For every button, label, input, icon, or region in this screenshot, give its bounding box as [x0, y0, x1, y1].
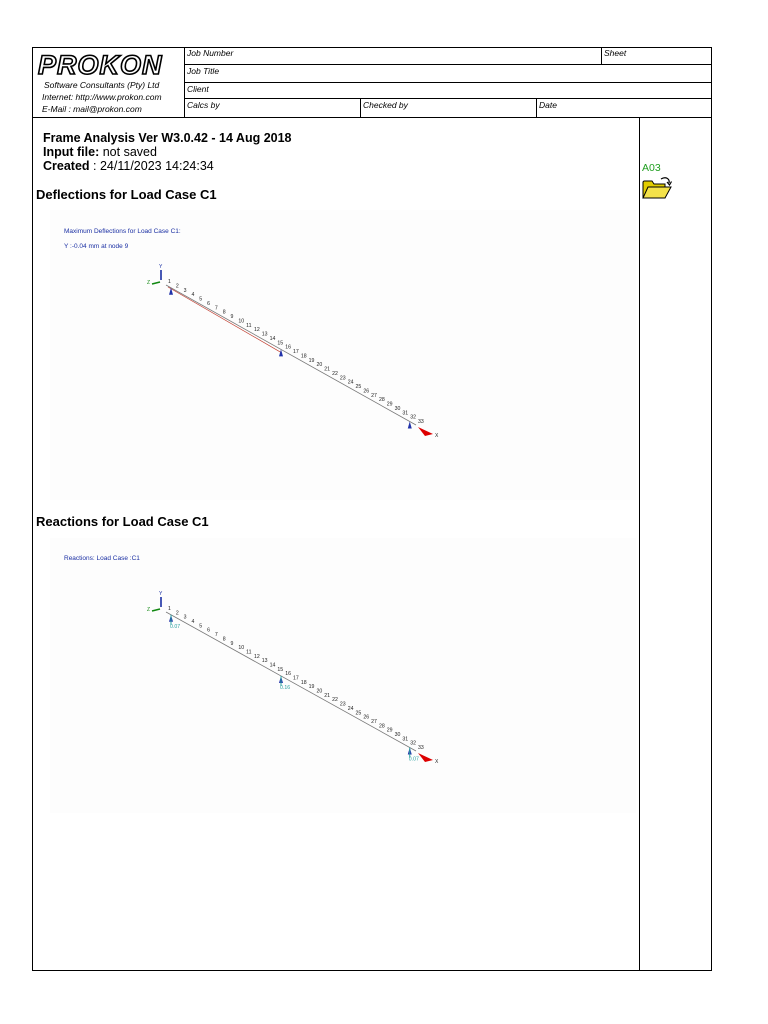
y-axis-label: Y [159, 591, 163, 597]
node-label: 28 [378, 397, 385, 404]
node-label: 33 [418, 419, 424, 425]
node-label: 1 [168, 606, 171, 612]
node-label: 9 [230, 640, 234, 647]
reaction-value: 0.07 [170, 623, 181, 630]
node-label: 16 [285, 671, 291, 678]
node-label: 9 [230, 314, 234, 320]
prokon-logo [35, 49, 183, 79]
node-label: 33 [418, 745, 424, 751]
node-label: 2 [175, 283, 179, 290]
node-label: 29 [386, 401, 393, 408]
header-grid [360, 98, 361, 117]
z-axis-label: Z [147, 607, 151, 613]
node-label: 28 [378, 723, 385, 730]
y-axis-label: Y [159, 264, 163, 270]
node-label: 10 [238, 318, 245, 325]
input-file-value: not saved [102, 145, 157, 159]
header-grid [184, 64, 712, 65]
open-folder-icon[interactable] [641, 174, 673, 200]
logo-text: PROKON [38, 50, 163, 79]
node-label: 24 [347, 379, 354, 386]
sidebar-divider [639, 117, 640, 971]
node-label: 27 [371, 392, 377, 399]
deflections-plot [50, 210, 636, 500]
node-label: 31 [402, 736, 409, 743]
beam-line [166, 612, 416, 751]
node-label: 3 [183, 614, 187, 621]
node-label: 25 [355, 710, 362, 717]
node-label: 18 [300, 679, 307, 686]
node-label: 17 [293, 675, 299, 682]
job-title-label: Job Title [187, 66, 220, 76]
node-label: 4 [191, 292, 195, 299]
created-label: Created [43, 159, 90, 173]
node-label: 19 [308, 684, 315, 691]
header-divider [32, 117, 712, 118]
company-name: Software Consultants (Pty) Ltd [44, 80, 160, 90]
node-label: 3 [183, 287, 187, 294]
node-label: 22 [332, 697, 338, 704]
node-label: 20 [316, 688, 323, 695]
reaction-value: 0.16 [280, 684, 291, 691]
sheet-label: Sheet [604, 48, 627, 58]
program-version: Frame Analysis Ver W3.0.42 - 14 Aug 2018 [43, 131, 292, 145]
node-label: 10 [238, 645, 245, 652]
node-label: 21 [324, 366, 331, 373]
x-axis-arrow [418, 753, 433, 762]
node-label: 23 [339, 701, 346, 708]
node-label: 8 [222, 636, 226, 643]
reactions-heading: Reactions for Load Case C1 [36, 514, 209, 529]
deflected-shape-line [168, 287, 284, 352]
node-label: 13 [261, 331, 268, 338]
x-axis-label: X [435, 759, 439, 765]
calcs-by-label: Calcs by [187, 100, 220, 110]
node-label: 30 [394, 731, 401, 738]
node-label: 12 [253, 653, 260, 660]
x-axis-label: X [435, 433, 439, 439]
z-axis-arrow [152, 609, 160, 611]
deflections-caption-value: Y :-0.04 mm at node 9 [64, 243, 129, 250]
reactions-diagram [50, 538, 636, 813]
node-label: 6 [207, 300, 210, 307]
node-label: 5 [199, 623, 203, 630]
company-email: E-Mail : mail@prokon.com [42, 104, 142, 114]
node-label: 26 [363, 388, 370, 395]
node-label: 15 [277, 340, 284, 347]
sheet-reference[interactable]: A03 [642, 162, 661, 174]
node-label: 14 [269, 335, 276, 342]
node-label: 5 [199, 296, 203, 303]
node-label: 12 [253, 327, 260, 334]
node-label: 20 [316, 362, 323, 369]
node-label: 16 [285, 344, 291, 351]
deflections-caption-max: Maximum Deflections for Load Case C1: [64, 228, 181, 235]
node-label: 11 [246, 322, 252, 329]
node-label: 24 [347, 705, 354, 712]
node-label: 6 [207, 627, 210, 634]
z-axis-label: Z [147, 280, 151, 286]
node-label: 30 [394, 405, 401, 412]
created-value: : 24/11/2023 14:24:34 [93, 159, 214, 173]
reaction-value: 0.07 [408, 756, 419, 763]
job-number-label: Job Number [187, 48, 234, 58]
header-grid [184, 98, 712, 99]
node-label: 27 [371, 718, 377, 725]
page-frame [32, 47, 712, 971]
node-label: 15 [277, 666, 284, 673]
z-axis-arrow [152, 282, 160, 284]
reactions-plot [50, 538, 636, 813]
node-label: 17 [293, 349, 299, 355]
node-label: 4 [191, 619, 195, 626]
input-file-line [43, 145, 157, 159]
node-label: 32 [410, 414, 416, 421]
node-label: 14 [269, 662, 276, 669]
header-grid [184, 82, 712, 83]
checked-by-label: Checked by [363, 100, 408, 110]
company-website: Internet: http://www.prokon.com [42, 92, 162, 102]
node-label: 2 [175, 610, 179, 617]
reactions-caption: Reactions: Load Case :C1 [64, 555, 140, 562]
node-label: 22 [332, 370, 338, 377]
node-label: 29 [386, 727, 393, 734]
x-axis-arrow [418, 427, 433, 436]
node-label: 7 [214, 632, 218, 639]
node-label: 31 [402, 410, 409, 417]
deflections-diagram [50, 210, 636, 500]
date-label: Date [539, 100, 557, 110]
node-label: 13 [261, 658, 268, 665]
program-title [43, 131, 292, 145]
node-label: 8 [222, 309, 226, 316]
node-label: 26 [363, 714, 370, 721]
beam-line [166, 285, 416, 425]
header-grid [536, 98, 537, 117]
deflections-heading: Deflections for Load Case C1 [36, 187, 217, 202]
node-label: 11 [246, 649, 252, 656]
node-label: 32 [410, 740, 416, 747]
input-file-label: Input file: [43, 145, 100, 159]
node-label: 7 [214, 305, 218, 312]
node-label: 23 [339, 375, 346, 382]
client-label: Client [187, 84, 209, 94]
node-label: 21 [324, 692, 331, 699]
node-label: 1 [168, 279, 171, 285]
created-line [43, 159, 214, 173]
header-grid [601, 47, 602, 64]
node-label: 18 [300, 353, 307, 360]
node-label: 25 [355, 384, 362, 390]
node-label: 19 [308, 357, 315, 364]
